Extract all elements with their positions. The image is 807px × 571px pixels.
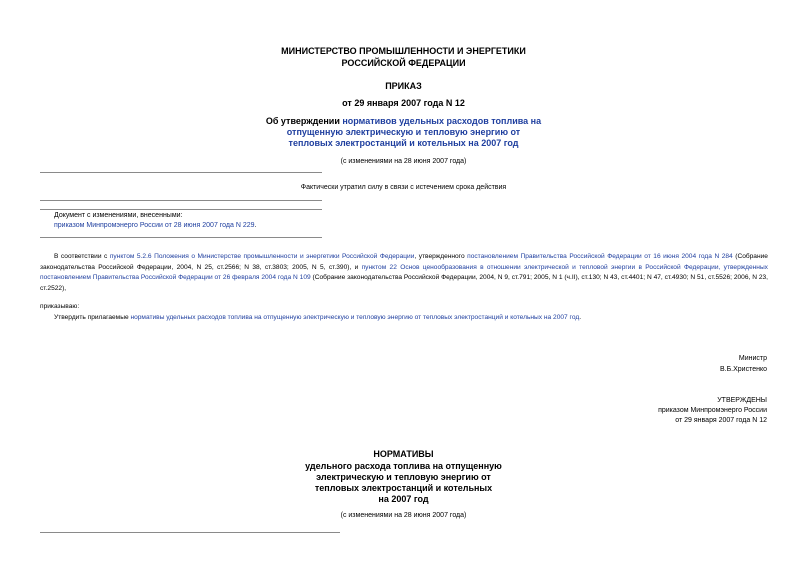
norms-title: НОРМАТИВЫ (373, 449, 434, 459)
norms-line-3: тепловых электростанций и котельных (314, 483, 493, 493)
preamble-link-regulation[interactable]: пунктом 5.2.6 Положения о Министерстве промышленности и энергетики Российской Федерации (109, 253, 415, 260)
approved-line-3: от 29 января 2007 года N 12 (675, 417, 767, 424)
changes-label: Документ с изменениями, внесенными: (54, 212, 183, 219)
ministry-line-2: РОССИЙСКОЙ ФЕДЕРАЦИИ (341, 58, 466, 68)
changes-link[interactable]: приказом Минпромэнерго России от 28 июня 2007 года N 229 (54, 222, 255, 229)
doc-title-line-1 (0, 116, 807, 127)
signature-name: В.Б.Христенко (719, 366, 767, 373)
order-approve-line: Утвердить прилагаемые нормативы удельных расходов топлива на отпущенную электрическую и тепловую энергию от тепловых электростанций и котельных на 2007 год. (54, 314, 582, 321)
order-prikazyvayu: приказываю: (40, 303, 80, 310)
divider (40, 237, 322, 238)
divider (40, 172, 322, 173)
status-text: Фактически утратил силу в связи с истечением срока действия (300, 184, 507, 191)
doc-title-link-3[interactable]: тепловых электростанций и котельных на 2007 год (288, 138, 519, 148)
preamble-paragraph: В соответствии с пунктом 5.2.6 Положения о Министерстве промышленности и энергетики Российской Федерации, утвержденного постановлением Правительства Российской Федерации от 16 июня 2004 года N 284 (Собрание законодательства Российской Федерации, 2004, N 25, ст.2566; N 38, ст.3803; 2005, N 5, ст.390), и пунктом 22 Основ ценообразования в отношении электрической и тепловой энергии в Российской Федерации, утвержденных постановлением Правительства Российской Федерации от 26 февраля 2004 года N 109 (Собрание законодательства Российской Федерации, 2004, N 9, ст.791; 2005, N 1 (ч.II), ст.130; N 43, ст.4401; N 47, ст.4930; N 51, ст.5526; 2006, N 23, ст.2522), (40, 253, 768, 292)
signature-position: Министр (738, 355, 767, 362)
amendments-note: (с изменениями на 28 июня 2007 года) (340, 158, 467, 165)
doc-title-link-1[interactable]: нормативов удельных расходов топлива на (342, 116, 542, 126)
approved-line-2: приказом Минпромэнерго России (658, 407, 767, 414)
doc-title-prefix: Об утверждении (265, 116, 343, 126)
norms-line-1: удельного расхода топлива на отпущенную (305, 461, 502, 471)
approved-line-1: УТВЕРЖДЕНЫ (717, 397, 767, 404)
preamble-link-resolution-284[interactable]: постановлением Правительства Российской Федерации от 16 июня 2004 года N 284 (467, 253, 733, 260)
doc-date-number: от 29 января 2007 года N 12 (342, 98, 465, 108)
norms-amendments-note: (с изменениями на 28 июня 2007 года) (340, 512, 467, 519)
divider (40, 209, 322, 210)
norms-line-4: на 2007 год (378, 494, 429, 504)
divider (40, 532, 340, 533)
norms-line-2: электрическую и тепловую энергию от (316, 472, 491, 482)
doc-type: ПРИКАЗ (385, 81, 422, 91)
doc-title-link-2[interactable]: отпущенную электрическую и тепловую энергию от (286, 127, 521, 137)
divider (40, 200, 322, 201)
order-norms-link[interactable]: нормативы удельных расходов топлива на отпущенную электрическую и тепловую энергию от тепловых электростанций и котельных на 2007 год (130, 314, 580, 321)
ministry-line-1: МИНИСТЕРСТВО ПРОМЫШЛЕННОСТИ И ЭНЕРГЕТИКИ (281, 46, 526, 56)
changes-line: приказом Минпромэнерго России от 28 июня 2007 года N 229. (54, 222, 257, 229)
preamble-link-pricing-basics[interactable]: пунктом 22 Основ ценообразования в отношении электрической и тепловой энергии в Российской Федерации, утвержденных постановлением Правительства Российской Федерации от 26 февраля 2004 года N 109 (40, 263, 768, 281)
